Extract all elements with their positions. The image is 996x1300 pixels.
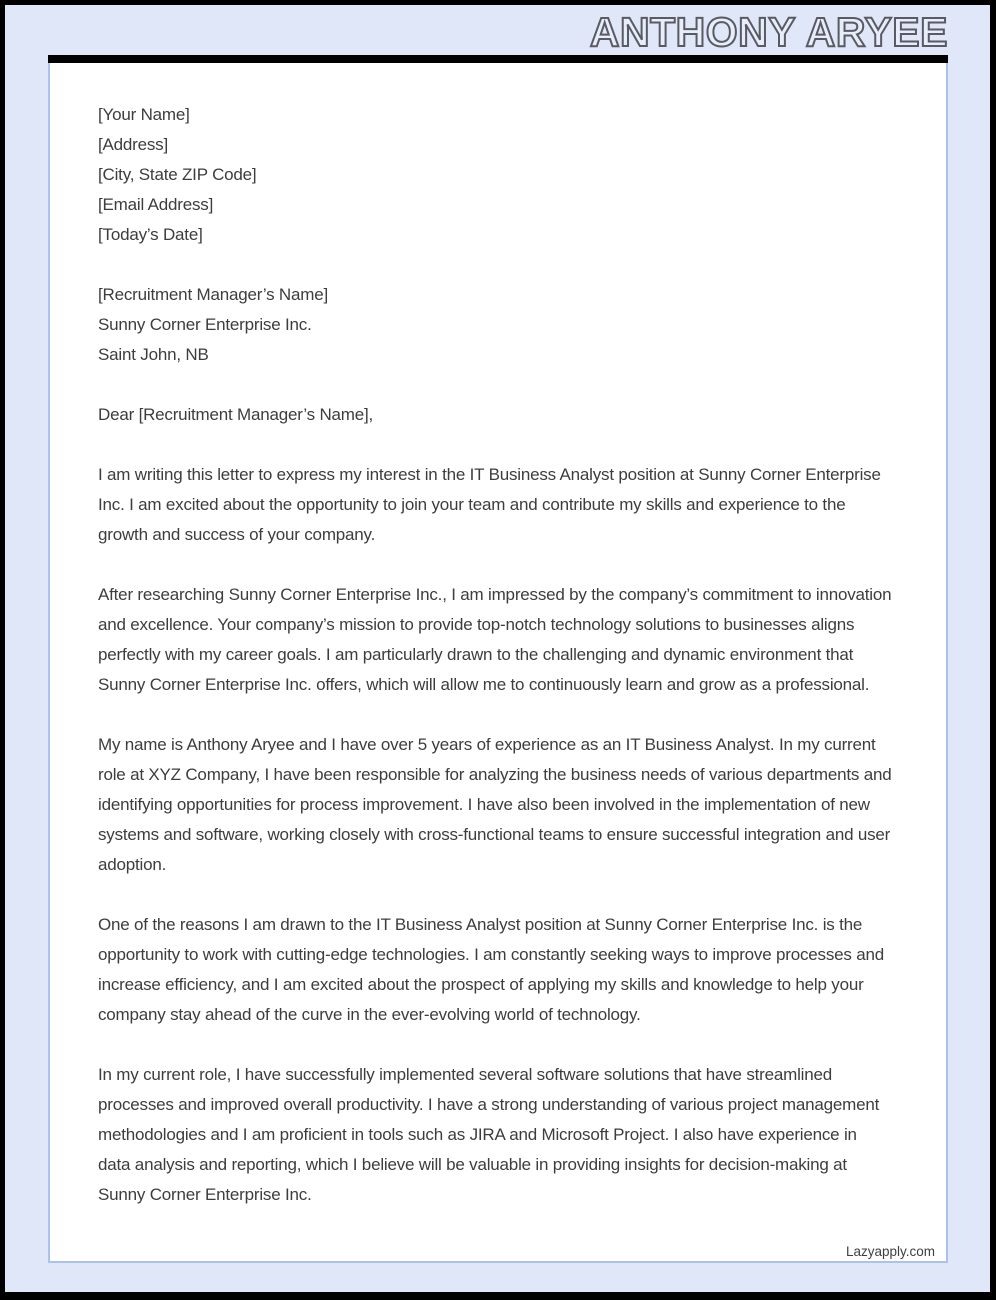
sender-city-line: [City, State ZIP Code] [98, 165, 257, 184]
paragraph-company-research: After researching Sunny Corner Enterprise Inc., I am impressed by the company’s commitment to innovation and excellence. Your company’s mission to provide top-notch technology solutions to businesses aligns perfectly with my career goals. I am particularly drawn to the challenging and dynamic environment that Sunny Corner Enterprise Inc. offers, which will allow me to continuously learn and grow as a professional. [98, 585, 892, 694]
sender-address-block [98, 100, 893, 250]
letter-page [48, 63, 948, 1263]
paragraph-skills: In my current role, I have successfully implemented several software solutions that have streamlined processes and improved overall productivity. I have a strong understanding of various project management methodologies and I am proficient in tools such as JIRA and Microsoft Project. I also have experience in data analysis and reporting, which I believe will be valuable in providing insights for decision-making at Sunny Corner Enterprise Inc. [98, 1065, 880, 1204]
recipient-city-line: Saint John, NB [98, 345, 209, 364]
paragraph-intro: I am writing this letter to express my interest in the IT Business Analyst position at Sunny Corner Enterprise Inc. I am excited about the opportunity to join your team and contribute my skills and experience to the growth and success of your company. [98, 465, 881, 544]
recipient-block [98, 280, 893, 370]
sender-address-line: [Address] [98, 135, 169, 154]
sender-name-line: [Your Name] [98, 105, 190, 124]
sender-email-line: [Email Address] [98, 195, 214, 214]
paragraph-experience: My name is Anthony Aryee and I have over 5 years of experience as an IT Business Analyst. In my current role at XYZ Company, I have been responsible for analyzing the business needs of various departments and identifying opportunities for process improvement. I have also been involved in the implementation of new systems and software, working closely with cross-functional teams to ensure successful integration and user adoption. [98, 735, 892, 874]
sender-date-line: [Today’s Date] [98, 225, 203, 244]
recipient-name-line: [Recruitment Manager’s Name] [98, 285, 328, 304]
header-divider [48, 55, 948, 63]
paragraph-motivation: One of the reasons I am drawn to the IT Business Analyst position at Sunny Corner Enterprise Inc. is the opportunity to work with cutting-edge technologies. I am constantly seeking ways to improve processes and increase efficiency, and I am excited about the prospect of applying my skills and knowledge to help your company stay ahead of the curve in the ever-evolving world of technology. [98, 915, 884, 1024]
recipient-company-line: Sunny Corner Enterprise Inc. [98, 315, 312, 334]
page-title: ANTHONY ARYEE [589, 9, 948, 55]
salutation: Dear [Recruitment Manager’s Name], [98, 405, 374, 424]
watermark: Lazyapply.com [840, 1244, 935, 1260]
letter-body [50, 63, 946, 1210]
